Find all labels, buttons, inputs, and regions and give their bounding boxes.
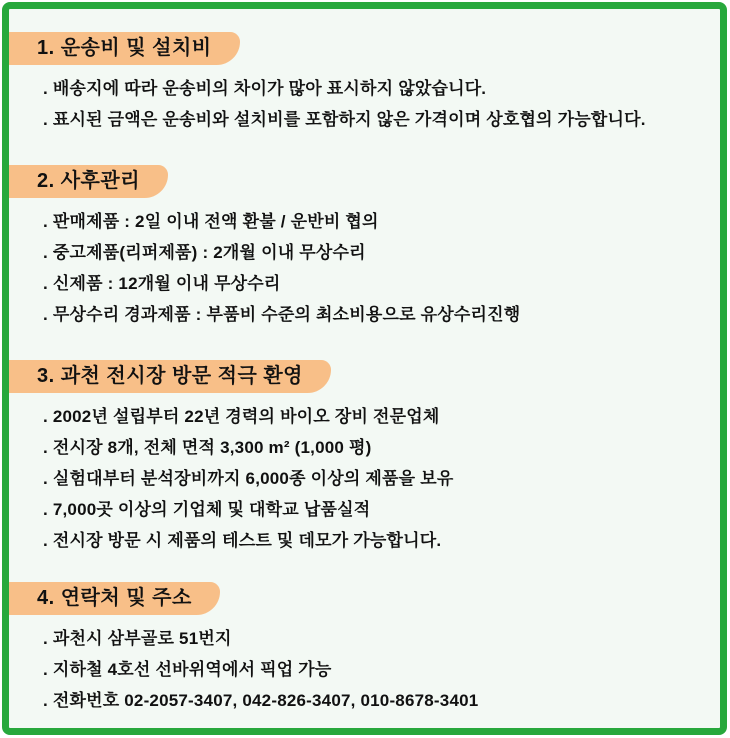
list-item: . 판매제품 : 2일 이내 전액 환불 / 운반비 협의 [43, 212, 379, 231]
notice-panel [2, 2, 727, 735]
list-item: . 신제품 : 12개월 이내 무상수리 [43, 274, 281, 293]
list-item: . 전시장 방문 시 제품의 테스트 및 데모가 가능합니다. [43, 531, 442, 550]
section-title-badge: 3. 과천 전시장 방문 적극 환영 [9, 360, 331, 393]
list-item: . 전시장 8개, 전체 면적 3,300 m² (1,000 평) [43, 438, 372, 457]
list-item: . 7,000곳 이상의 기업체 및 대학교 납품실적 [43, 500, 371, 519]
list-item: . 2002년 설립부터 22년 경력의 바이오 장비 전문업체 [43, 407, 440, 426]
section-title-badge: 4. 연락처 및 주소 [9, 582, 220, 615]
list-item: . 지하철 4호선 선바위역에서 픽업 가능 [43, 660, 332, 679]
notice-section [9, 165, 720, 330]
list-item: . 실험대부터 분석장비까지 6,000종 이상의 제품을 보유 [43, 469, 454, 488]
list-item: . 과천시 삼부골로 51번지 [43, 629, 232, 648]
notice-section [9, 360, 720, 556]
notice-section [9, 32, 720, 135]
list-item: . 무상수리 경과제품 : 부품비 수준의 최소비용으로 유상수리진행 [43, 305, 521, 324]
section-title-badge: 2. 사후관리 [9, 165, 168, 198]
notice-section [9, 582, 720, 716]
section-title-badge: 1. 운송비 및 설치비 [9, 32, 240, 65]
section-item-list [9, 65, 720, 135]
list-item: . 배송지에 따라 운송비의 차이가 많아 표시하지 않았습니다. [43, 79, 487, 98]
list-item: . 표시된 금액은 운송비와 설치비를 포함하지 않은 가격이며 상호협의 가능합니다. [43, 110, 646, 129]
section-item-list [9, 198, 720, 330]
list-item: . 중고제품(리퍼제품) : 2개월 이내 무상수리 [43, 243, 366, 262]
section-item-list [9, 615, 720, 716]
section-item-list [9, 393, 720, 556]
list-item: . 전화번호 02-2057-3407, 042-826-3407, 010-8678-3401 [43, 691, 479, 710]
